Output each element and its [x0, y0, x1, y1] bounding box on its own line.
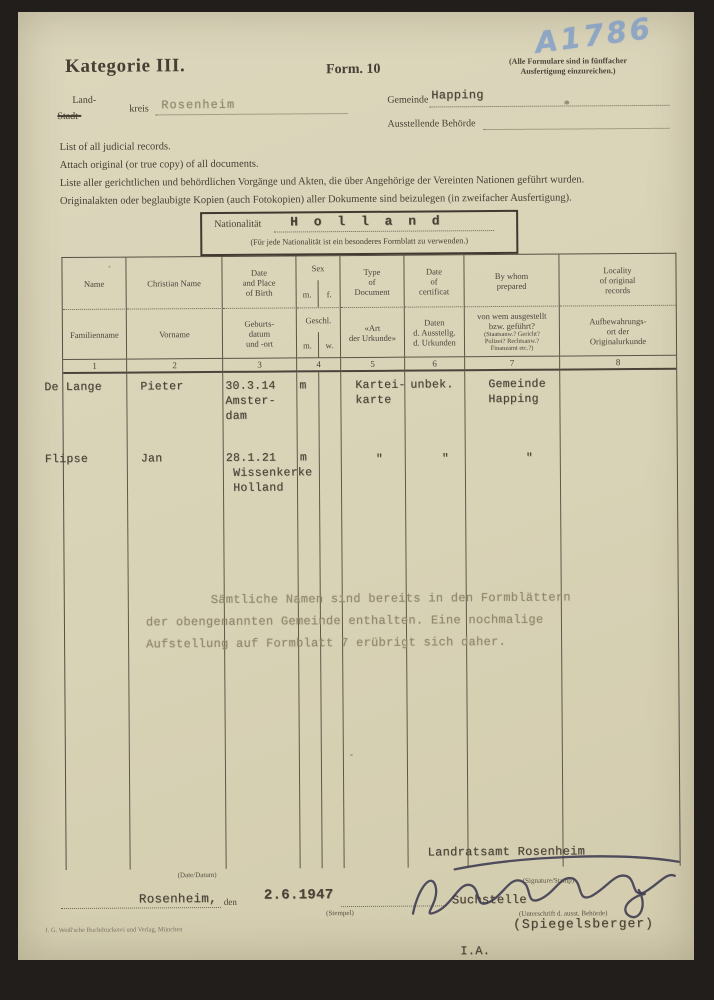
- col-christian-name-de: Vorname: [127, 309, 223, 360]
- den-label: den: [223, 896, 237, 907]
- form-number: Form. 10: [326, 61, 381, 78]
- instruction-line-3: Liste aller gerichtlichen und behördlichen Vorgänge und Akten, die über Angehörige der Vereinten Nationen geführt wurden.: [59, 174, 585, 190]
- office-line-1: Landratsamt Rosenheim: [427, 844, 586, 860]
- stamp-label: (Stempel): [326, 909, 354, 918]
- paper-speck: [108, 266, 110, 268]
- kreis-value: Rosenheim: [161, 97, 236, 113]
- col-doc-type-en: Type of Document: [340, 256, 404, 308]
- col-num-4: 4: [297, 358, 341, 372]
- records-table: [44, 253, 680, 870]
- category-title: Kategorie III.: [64, 55, 186, 78]
- remark-line-2: der obengenannten Gemeinde enthalten. Eine nochmalige: [145, 612, 544, 630]
- row2-cert-date-ditto: ": [441, 452, 450, 466]
- col-num-1: 1: [63, 360, 127, 374]
- nationality-label: Nationalität: [214, 218, 262, 230]
- col-num-7: 7: [465, 357, 560, 372]
- row1-christian-name: Pieter: [140, 380, 184, 394]
- row1-name: De Lange: [44, 380, 102, 395]
- behoerde-fill-line: [484, 127, 670, 130]
- office-line-2: Suchstelle: [451, 892, 527, 908]
- sex-w-de: w.: [318, 332, 340, 357]
- col-cert-date-de: Daten d. Ausstellg. d. Urkunden: [405, 307, 465, 357]
- nationality-box: [200, 210, 518, 256]
- col-num-2: 2: [127, 359, 223, 374]
- signature-stamp-label: (Signature/Stamp): [522, 876, 575, 885]
- paper-speck: [564, 101, 569, 105]
- remark-line-3: Aufstellung auf Formblatt 7 erübrigt sich daher.: [146, 634, 507, 652]
- col-cert-date-en: Date of certificat: [404, 255, 464, 307]
- col-prepared-by-de: [465, 307, 560, 358]
- date-value: 2.6.1947: [263, 887, 334, 904]
- row1-cert-date: unbek.: [410, 378, 454, 392]
- gemeinde-value: Happing: [431, 88, 484, 103]
- copies-note-line2: Ausfertigung einzureichen.): [520, 65, 616, 76]
- col-num-8: 8: [560, 356, 676, 371]
- row1-birth: 30.3.14 Amster- dam: [225, 379, 276, 423]
- row1-prepared-by: Gemeinde Happing: [488, 377, 546, 407]
- col-birth-de: Geburts- datum und -ort: [223, 308, 297, 359]
- col-num-5: 5: [341, 358, 405, 372]
- col-locality-en: Locality of original records: [559, 254, 675, 307]
- row2-prepared-by-ditto: ": [525, 451, 534, 465]
- nationality-note: (Für jede Nationalität ist ein besonderes Formblatt zu verwenden.): [250, 236, 469, 247]
- col-birth-en: Date and Place of Birth: [222, 256, 296, 309]
- prepared-by-de-note: (Staatsanw.? Gericht? Polizei? Rechtsanw.? Finanzamt etc.?): [484, 330, 540, 353]
- row1-sex: m: [299, 379, 307, 393]
- instruction-line-1: List of all judicial records.: [59, 141, 171, 154]
- signature-ink: [403, 850, 684, 932]
- signature-name: (Spiegelsberger): [513, 915, 654, 932]
- table-header-english: [62, 254, 675, 310]
- row2-christian-name: Jan: [140, 452, 163, 466]
- gemeinde-label: Gemeinde: [387, 94, 429, 106]
- sex-m-de: m.: [303, 339, 312, 350]
- col-doc-type-de: «Art der Urkunde»: [341, 308, 405, 358]
- sex-f-en: f.: [318, 280, 340, 307]
- paper-speck: [350, 754, 353, 756]
- typed-remark: [146, 586, 676, 656]
- row2-doc-type-ditto: ": [375, 452, 384, 466]
- land-prefix-label: Land-: [72, 94, 97, 106]
- stadt-prefix-label-struck: Stadt-: [57, 110, 82, 123]
- date-label: (Date/Datum): [177, 870, 217, 880]
- row2-name: Flipse: [44, 452, 89, 467]
- remark-line-1: Sämtliche Namen sind bereits in den Formblättern: [210, 590, 571, 608]
- instruction-line-4: Originalakten oder beglaubigte Kopien (auch Fotokopien) aller Dokumente sind beizulegen (in zweifacher Ausfertigung).: [59, 192, 572, 208]
- kreis-label: kreis: [129, 103, 149, 115]
- handwritten-reference-number: A1786: [533, 10, 655, 60]
- col-name-en: Name: [62, 258, 126, 310]
- sex-label-de: Geschl.: [305, 315, 332, 326]
- place-value: Rosenheim,: [138, 891, 217, 907]
- col-sex-de: [297, 308, 341, 358]
- gemeinde-fill-line: [429, 104, 669, 108]
- sex-m-en: m.: [302, 288, 312, 299]
- behoerde-label: Ausstellende Behörde: [387, 118, 476, 130]
- nationality-value: H o l l a n d: [290, 213, 444, 230]
- col-locality-de: Aufbewahrungs- ort der Originalurkunde: [560, 306, 676, 357]
- nationality-fill-line: [274, 229, 494, 233]
- col-christian-name-en: Christian Name: [126, 257, 222, 310]
- copies-note-line1: (Alle Formulare sind in fünffacher: [508, 56, 628, 66]
- instruction-line-2: Attach original (or true copy) of all documents.: [59, 158, 259, 172]
- prepared-by-de-main: von wem ausgestellt bzw. geführt?: [477, 310, 547, 331]
- row2-birth: 28.1.21 Wissenkerke Holland: [225, 451, 313, 495]
- row2-sex: m: [299, 451, 308, 465]
- printer-imprint: J. G. Weiß'sche Buchdruckerei und Verlag, München: [45, 926, 183, 935]
- row1-doc-type: Kartei- karte: [355, 378, 406, 408]
- col-num-3: 3: [223, 358, 297, 373]
- col-num-6: 6: [405, 357, 465, 371]
- table-header-german: [63, 306, 676, 360]
- col-sex-en: [296, 256, 340, 308]
- col-prepared-by-en: By whom prepared: [464, 255, 559, 308]
- col-name-de: Familienname: [63, 310, 127, 360]
- office-line-3: I.A.: [460, 944, 491, 959]
- sex-label-en: Sex: [311, 263, 325, 274]
- paper-sheet: [18, 12, 694, 960]
- signature-sub-label: (Unterschrift d. ausst. Behörde): [518, 909, 608, 918]
